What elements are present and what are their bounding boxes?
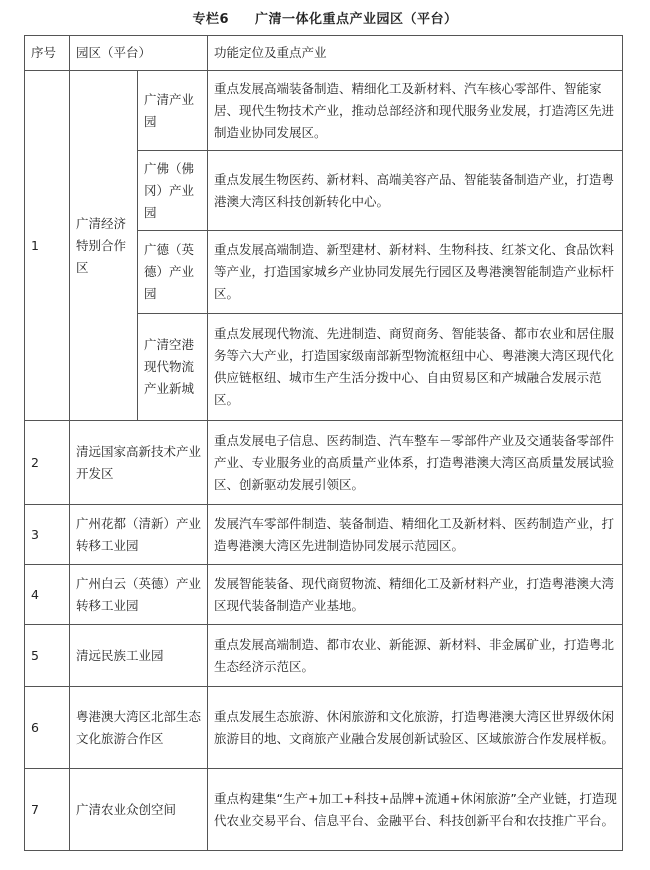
row-index: 4 [25,565,70,625]
row-index: 6 [25,687,70,769]
header-function: 功能定位及重点产业 [208,36,623,71]
table-row [25,769,623,851]
section-heading: 广清一体化重点产业园区（平台） [255,12,458,27]
table-row [25,421,623,505]
row-park: 清远国家高新技术产业开发区 [70,421,208,505]
row-park: 广清农业众创空间 [70,769,208,851]
row-index: 1 [25,71,70,421]
row-desc: 重点发展高端装备制造、精细化工及新材料、汽车核心零部件、智能家居、现代生物技术产业，推动总部经济和现代服务业发展，打造湾区先进制造业协同发展区。 [208,71,623,151]
row-desc: 重点发展现代物流、先进制造、商贸商务、智能装备、都市农业和居住服务等六大产业，打造国家级南部新型物流枢纽中心、粤港澳大湾区现代化供应链枢纽、城市生产生活分拨中心、自由贸易区和产城融合发展示范区。 [208,314,623,421]
row-desc: 重点构建集“生产+加工+科技+品牌+流通+休闲旅游”全产业链，打造现代农业交易平台、信息平台、金融平台、科技创新平台和农技推广平台。 [208,769,623,851]
table-header-row [25,36,623,71]
section-title [0,8,650,27]
row-index: 7 [25,769,70,851]
parks-table [24,35,623,851]
header-index: 序号 [25,36,70,71]
row-park: 广州白云（英德）产业转移工业园 [70,565,208,625]
row-desc: 重点发展电子信息、医药制造、汽车整车－零部件产业及交通装备零部件产业、专业服务业的高质量产业体系，打造粤港澳大湾区高质量发展试验区、创新驱动发展引领区。 [208,421,623,505]
row-index: 2 [25,421,70,505]
row-desc: 发展智能装备、现代商贸物流、精细化工及新材料产业，打造粤港澳大湾区现代装备制造产业基地。 [208,565,623,625]
row-park: 粤港澳大湾区北部生态文化旅游合作区 [70,687,208,769]
header-park: 园区（平台） [70,36,208,71]
table-row [25,625,623,687]
row-park-group: 广清经济特别合作区 [70,71,138,421]
table-row [25,565,623,625]
row-desc: 重点发展高端制造、都市农业、新能源、新材料、非金属矿业，打造粤北生态经济示范区。 [208,625,623,687]
table-row [25,71,623,151]
row-subpark: 广佛（佛冈）产业园 [138,151,208,231]
row-index: 5 [25,625,70,687]
table-row [25,687,623,769]
row-park: 清远民族工业园 [70,625,208,687]
row-desc: 发展汽车零部件制造、装备制造、精细化工及新材料、医药制造产业，打造粤港澳大湾区先进制造协同发展示范园区。 [208,505,623,565]
row-subpark: 广清空港现代物流产业新城 [138,314,208,421]
row-subpark: 广清产业园 [138,71,208,151]
row-desc: 重点发展高端制造、新型建材、新材料、生物科技、红茶文化、食品饮料等产业，打造国家城乡产业协同发展先行园区及粤港澳智能制造产业标杆区。 [208,231,623,314]
section-label: 专栏6 [192,12,230,27]
row-desc: 重点发展生物医药、新材料、高端美容产品、智能装备制造产业，打造粤港澳大湾区科技创新转化中心。 [208,151,623,231]
row-index: 3 [25,505,70,565]
row-subpark: 广德（英德）产业园 [138,231,208,314]
row-park: 广州花都（清新）产业转移工业园 [70,505,208,565]
row-desc: 重点发展生态旅游、休闲旅游和文化旅游，打造粤港澳大湾区世界级休闲旅游目的地、文商旅产业融合发展创新试验区、区域旅游合作发展样板。 [208,687,623,769]
table-row [25,505,623,565]
